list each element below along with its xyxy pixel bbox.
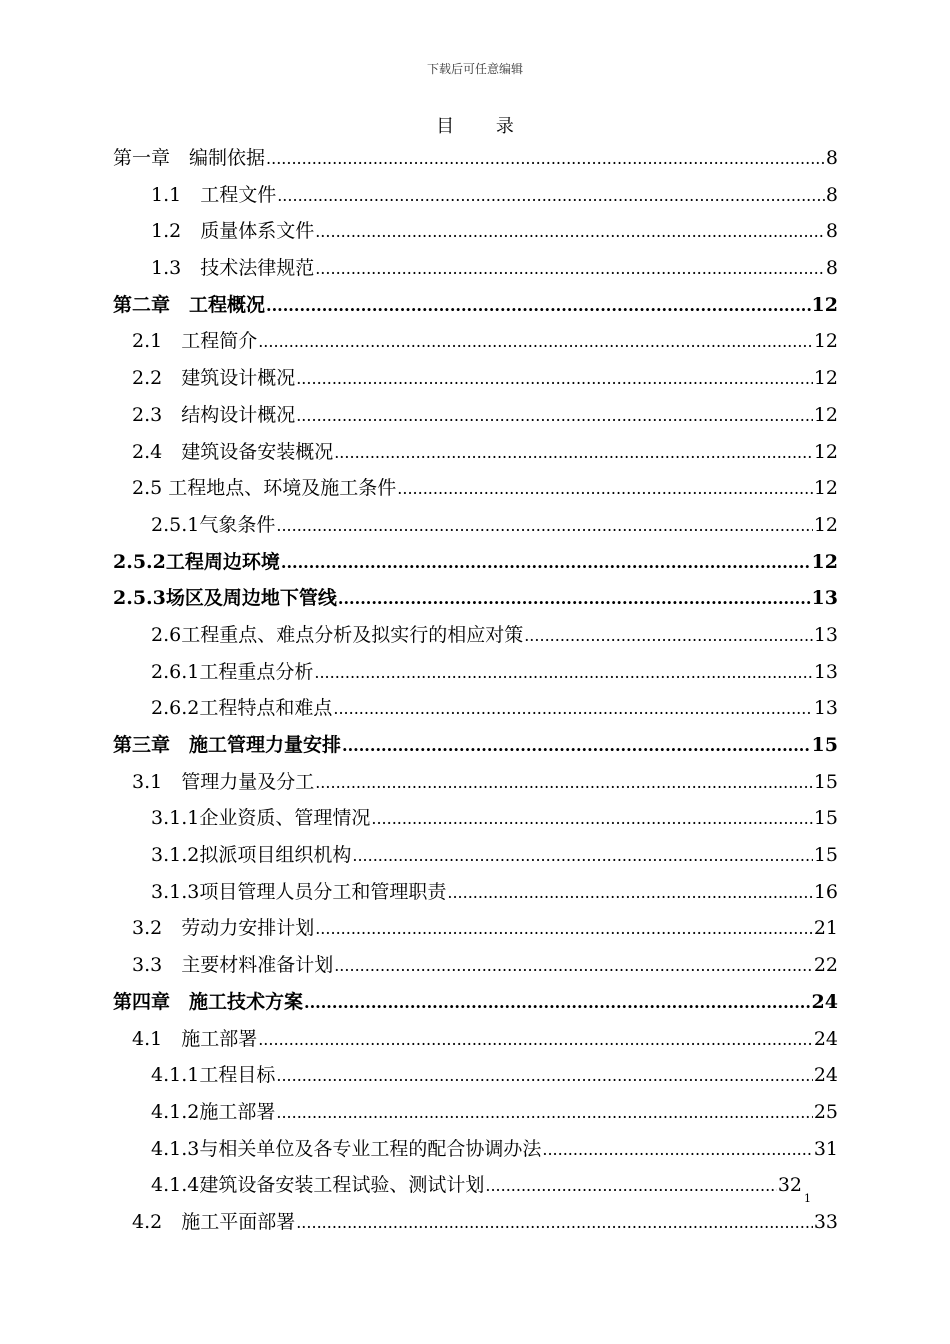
toc-leader-dots xyxy=(281,545,811,582)
toc-entry-page: 13 xyxy=(813,660,838,683)
toc-entry[interactable] xyxy=(113,1021,838,1058)
toc-entry-page: 32 xyxy=(777,1174,802,1197)
toc-entry-page: 21 xyxy=(813,917,838,940)
toc-entry-page: 12 xyxy=(813,513,838,536)
toc-entry[interactable] xyxy=(113,360,838,397)
toc-leader-dots xyxy=(447,875,812,912)
toc-leader-dots xyxy=(266,288,811,325)
toc-entry-label: 4.2 施工平面部署 xyxy=(132,1210,296,1233)
toc-leader-dots xyxy=(296,398,813,435)
toc-entry[interactable] xyxy=(113,984,838,1021)
toc-entry-page: 24 xyxy=(813,1064,838,1087)
toc-entry[interactable] xyxy=(113,910,838,947)
toc-entry[interactable] xyxy=(113,654,838,691)
toc-entry-label: 1.2 质量体系文件 xyxy=(151,220,315,243)
toc-entry-label: 3.1 管理力量及分工 xyxy=(132,770,315,793)
toc-entry-label: 2.5.2工程周边环境 xyxy=(113,550,280,573)
toc-entry[interactable] xyxy=(113,287,838,324)
toc-entry[interactable] xyxy=(113,837,838,874)
toc-entry[interactable] xyxy=(113,470,838,507)
toc-leader-dots xyxy=(334,948,813,985)
toc-entry[interactable] xyxy=(113,1057,838,1094)
toc-leader-dots xyxy=(276,1095,812,1132)
toc-entry-label: 1.1 工程文件 xyxy=(151,183,277,206)
toc-entry-page: 15 xyxy=(813,844,838,867)
toc-entry[interactable] xyxy=(113,580,838,617)
toc-leader-dots xyxy=(371,801,812,838)
toc-entry-page: 24 xyxy=(813,1027,838,1050)
toc-entry-label: 1.3 技术法律规范 xyxy=(151,257,315,280)
toc-entry-label: 2.5.1气象条件 xyxy=(151,513,276,536)
toc-entry-label: 第二章 工程概况 xyxy=(113,293,266,316)
toc-entry-page: 8 xyxy=(825,183,838,206)
toc-entry-label: 第四章 施工技术方案 xyxy=(113,990,304,1013)
toc-leader-dots xyxy=(296,361,813,398)
toc-entry-label: 3.1.2拟派项目组织机构 xyxy=(151,844,352,867)
toc-leader-dots xyxy=(296,1205,813,1242)
toc-entry[interactable] xyxy=(113,727,838,764)
toc-leader-dots xyxy=(485,1168,776,1205)
toc-entry-label: 4.1.2施工部署 xyxy=(151,1100,276,1123)
toc-entry[interactable] xyxy=(113,800,838,837)
toc-entry-label: 3.2 劳动力安排计划 xyxy=(132,917,315,940)
toc-entry-label: 2.1 工程简介 xyxy=(132,330,258,353)
toc-entry-label: 2.6工程重点、难点分析及拟实行的相应对策 xyxy=(151,623,524,646)
toc-leader-dots xyxy=(315,251,825,288)
toc-entry-page: 16 xyxy=(813,880,838,903)
toc-entry-page: 31 xyxy=(813,1137,838,1160)
toc-entry-label: 第一章 编制依据 xyxy=(113,147,266,169)
toc-entry[interactable] xyxy=(113,1204,838,1241)
toc-entry-page: 15 xyxy=(813,807,838,830)
toc-entry-page: 8 xyxy=(825,220,838,243)
toc-leader-dots xyxy=(258,1022,813,1059)
toc-entry-page: 13 xyxy=(811,587,838,610)
toc-entry-page: 12 xyxy=(811,293,838,316)
toc-leader-dots xyxy=(315,765,813,802)
toc-leader-dots xyxy=(334,435,813,472)
toc-entry-page: 12 xyxy=(813,367,838,390)
toc-entry-page: 12 xyxy=(811,550,838,573)
table-of-contents xyxy=(113,140,838,1241)
toc-entry[interactable] xyxy=(113,947,838,984)
toc-leader-dots xyxy=(314,655,812,692)
toc-entry-label: 2.6.1工程重点分析 xyxy=(151,660,314,683)
header-note: 下载后可任意编辑 xyxy=(426,62,523,76)
toc-leader-dots xyxy=(542,1132,812,1169)
toc-leader-dots xyxy=(276,508,812,545)
toc-entry-label: 2.6.2工程特点和难点 xyxy=(151,697,333,720)
toc-leader-dots xyxy=(342,728,811,765)
toc-leader-dots xyxy=(333,691,812,728)
toc-entry-page: 12 xyxy=(813,477,838,500)
toc-leader-dots xyxy=(352,838,812,875)
toc-entry[interactable] xyxy=(113,250,838,287)
toc-entry[interactable] xyxy=(113,764,838,801)
toc-leader-dots xyxy=(338,581,811,618)
toc-leader-dots xyxy=(315,911,813,948)
toc-leader-dots xyxy=(315,214,825,251)
toc-entry[interactable] xyxy=(113,323,838,360)
toc-leader-dots xyxy=(304,985,811,1022)
toc-entry-label: 2.5 工程地点、环境及施工条件 xyxy=(132,477,397,500)
toc-entry[interactable] xyxy=(113,213,838,250)
toc-entry[interactable] xyxy=(113,140,838,177)
toc-entry[interactable] xyxy=(113,1094,838,1131)
toc-title: 目 录 xyxy=(436,116,532,137)
toc-entry[interactable] xyxy=(113,177,838,214)
toc-leader-dots xyxy=(397,471,813,508)
toc-entry-page: 8 xyxy=(825,257,838,280)
toc-entry-label: 2.3 结构设计概况 xyxy=(132,403,296,426)
toc-entry-label: 2.5.3场区及周边地下管线 xyxy=(113,587,337,610)
toc-entry-label: 3.1.1企业资质、管理情况 xyxy=(151,807,371,830)
toc-leader-dots xyxy=(277,178,825,215)
toc-leader-dots xyxy=(266,141,825,178)
toc-entry[interactable] xyxy=(113,544,838,581)
toc-entry-label: 3.1.3项目管理人员分工和管理职责 xyxy=(151,880,447,903)
toc-entry-page: 12 xyxy=(813,403,838,426)
toc-leader-dots xyxy=(524,618,813,655)
toc-entry[interactable] xyxy=(113,1131,838,1168)
toc-entry-label: 3.3 主要材料准备计划 xyxy=(132,954,334,977)
toc-entry-page: 22 xyxy=(813,954,838,977)
toc-entry-page: 24 xyxy=(811,990,838,1013)
toc-entry-page: 33 xyxy=(813,1210,838,1233)
toc-entry-page: 13 xyxy=(813,697,838,720)
toc-entry-page: 12 xyxy=(813,440,838,463)
toc-entry[interactable] xyxy=(113,434,838,471)
toc-entry-label: 2.4 建筑设备安装概况 xyxy=(132,440,334,463)
toc-entry-page: 8 xyxy=(825,147,838,169)
toc-entry-label: 4.1.4建筑设备安装工程试验、测试计划 xyxy=(151,1174,485,1197)
toc-entry-label: 第三章 施工管理力量安排 xyxy=(113,734,342,756)
toc-entry-page: 15 xyxy=(813,770,838,793)
toc-entry[interactable] xyxy=(113,874,838,911)
toc-entry-label: 2.2 建筑设计概况 xyxy=(132,367,296,390)
toc-leader-dots xyxy=(258,324,813,361)
toc-entry[interactable] xyxy=(113,690,838,727)
toc-entry-page: 13 xyxy=(813,623,838,646)
toc-leader-dots xyxy=(276,1058,812,1095)
toc-entry[interactable] xyxy=(113,1167,838,1204)
toc-entry-page: 25 xyxy=(813,1100,838,1123)
toc-entry-page: 12 xyxy=(813,330,838,353)
toc-entry[interactable] xyxy=(113,397,838,434)
toc-entry-label: 4.1.1工程目标 xyxy=(151,1064,276,1087)
toc-entry[interactable] xyxy=(113,507,838,544)
toc-entry-label: 4.1 施工部署 xyxy=(132,1027,258,1050)
page-number: 1 xyxy=(804,1192,811,1205)
toc-entry[interactable] xyxy=(113,617,838,654)
toc-entry-label: 4.1.3与相关单位及各专业工程的配合协调办法 xyxy=(151,1137,542,1160)
toc-entry-page: 15 xyxy=(811,734,838,756)
